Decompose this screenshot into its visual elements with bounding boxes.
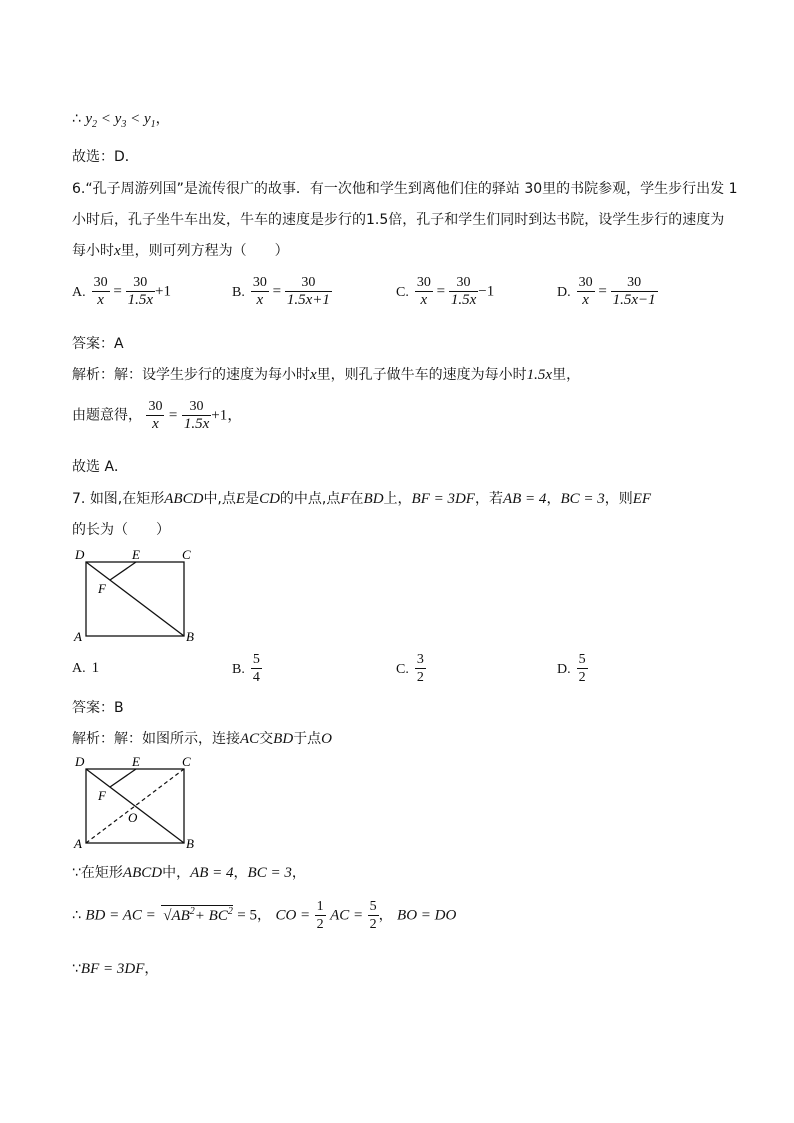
result-fraction: $\frac{5}{2}$	[369, 899, 377, 932]
q6-option-b[interactable]: B. $\frac{30}{x}$ = $\frac{30}{1.5x+1}$	[232, 275, 330, 308]
q6-choice: 故选 A．	[72, 459, 129, 475]
q7-option-a[interactable]: A. 1	[72, 660, 100, 676]
q6-option-d[interactable]: D. $\frac{30}{x}$ = $\frac{30}{1.5x-1}$	[557, 275, 656, 308]
q7-figure	[72, 545, 202, 645]
label-d: D	[75, 754, 85, 769]
q6-answer: 答案：A	[72, 336, 124, 352]
prev-choice: 故选：D．	[72, 149, 139, 165]
segment-ef	[110, 769, 136, 787]
diagonal-bd	[86, 769, 184, 843]
q6-option-a[interactable]: A. $\frac{30}{x}$ = $\frac{30}{1.5x}$ +1	[72, 275, 171, 308]
q7-solution-figure	[72, 752, 202, 852]
q7-since-line: ∵在矩形ABCD中，AB = 4，BC = 3，	[72, 865, 306, 881]
diagonal-bd	[86, 562, 184, 636]
q6-text-line2: 小时后，孔子坐牛车出发，牛车的速度是步行的1.5倍，孔子和学生们同时到达书院，设学生步行的速度为	[72, 212, 725, 228]
q6-text-line3: 每小时x里，则可列方程为（ ）	[72, 243, 289, 259]
therefore-symbol: ∴	[72, 111, 81, 127]
q7-option-d[interactable]: D. $\frac{5}{2}$	[557, 652, 586, 685]
label-a: A	[74, 629, 82, 644]
label-f: F	[98, 581, 106, 596]
q7-therefore-line: ∴ BD = AC = $√AB^2+ BC^2 = 5$， CO = $\frac{1}{2}$ AC = $\frac{5}{2}$ ， BO = DO	[72, 899, 457, 932]
label-o: O	[128, 810, 138, 825]
label-c: C	[182, 754, 191, 769]
label-e: E	[132, 547, 140, 562]
eq-rhs-fraction: $\frac{30}{1.5x}$	[183, 399, 210, 432]
q7-text-line2: 的长为（ ）	[72, 522, 170, 538]
sqrt-expression: $√AB^2+ BC^2$	[163, 905, 233, 924]
q7-analysis: 解析：解：如图所示，连接AC交BD于点O	[72, 731, 333, 747]
q7-option-c[interactable]: C. $\frac{3}{2}$	[396, 652, 424, 685]
inequality: $y_2 < y_3 < y_1$	[85, 111, 156, 130]
half-fraction: $\frac{1}{2}$	[316, 899, 324, 932]
label-d: D	[75, 547, 85, 562]
label-b: B	[186, 629, 194, 644]
label-e: E	[132, 754, 140, 769]
segment-ef	[110, 562, 136, 580]
eq-lhs-fraction: $\frac{30}{x}$	[148, 399, 163, 432]
label-f: F	[98, 788, 106, 803]
q6-text-line1: 6.“孔子周游列国”是流传很广的故事．有一次他和学生到离他们住的驿站 30里的书院参观，学生步行出发 1	[72, 181, 738, 197]
q6-analysis: 解析：解：设学生步行的速度为每小时x里，则孔子做牛车的速度为每小时1.5x里，	[72, 367, 581, 383]
label-a: A	[74, 836, 82, 851]
q7-text-line1: 7. 如图,在矩形ABCD中,点E是CD的中点,点F在BD上，BF = 3DF，若AB = 4，BC = 3，则EF	[72, 491, 652, 507]
q7-last-line: ∵BF = 3DF，	[72, 961, 159, 977]
q7-option-b[interactable]: B. $\frac{5}{4}$	[232, 652, 260, 685]
q6-equation: 由题意得， $\frac{30}{x}$ = $\frac{30}{1.5x}$ +1，	[72, 399, 243, 432]
q7-answer: 答案：B	[72, 700, 124, 716]
label-b: B	[186, 836, 194, 851]
label-c: C	[182, 547, 191, 562]
q6-option-c[interactable]: C. $\frac{30}{x}$ = $\frac{30}{1.5x}$ −1	[396, 275, 495, 308]
prev-conclusion: ∴ $y_2 < y_3 < y_1$，	[72, 111, 170, 130]
